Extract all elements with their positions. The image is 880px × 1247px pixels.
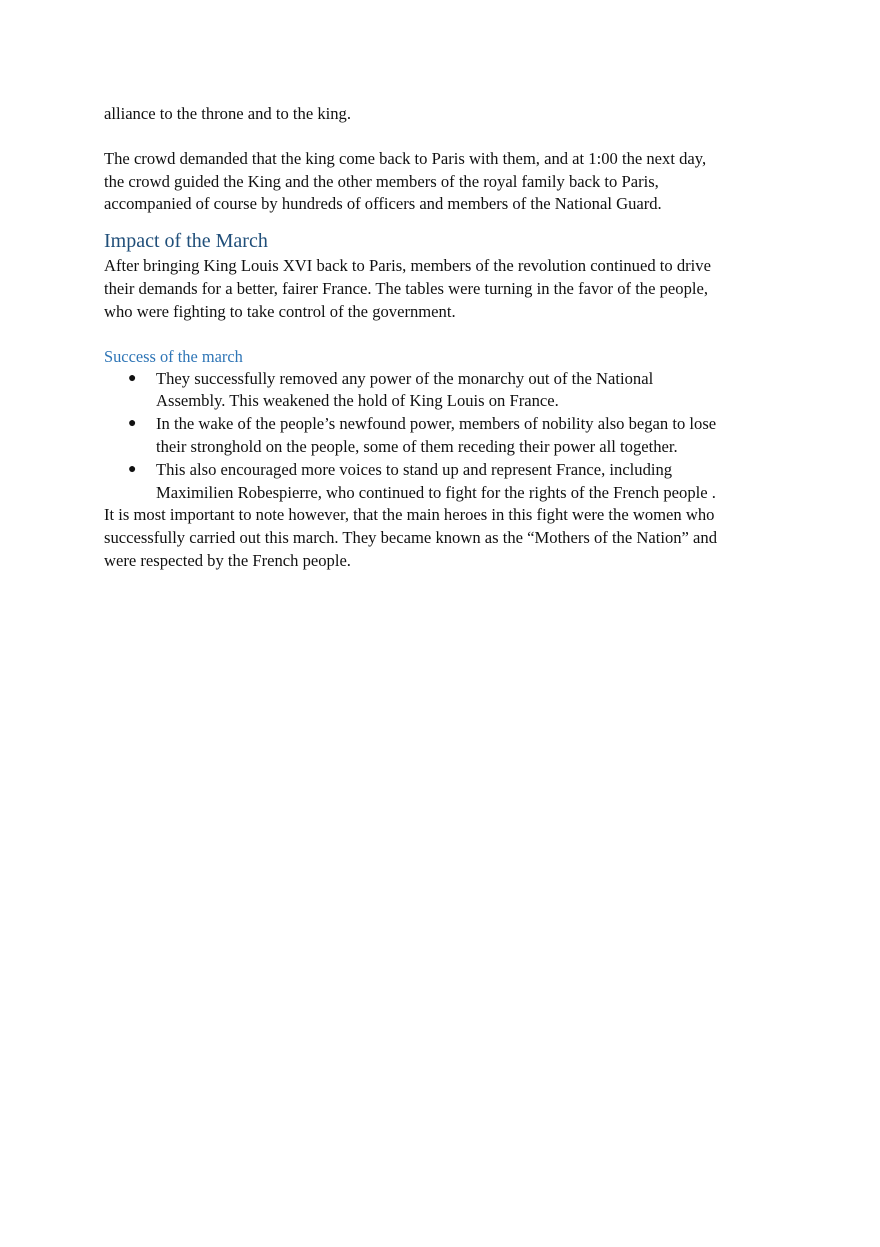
impact-paragraph: After bringing King Louis XVI back to Paris, members of the revolution continued to drive their demands for a better, fairer France. The tables were turning in the favor of the people, who were fighting to take control of the government. (104, 256, 711, 321)
list-item-text: They successfully removed any power of the monarchy out of the National Assembly. This weakened the hold of King Louis on France. (156, 368, 654, 411)
section-spacer (104, 324, 724, 346)
list-item-text: This also encouraged more voices to stand up and represent France, including Maximilien Robespierre, who continued to fight for the rights of the French people . (156, 459, 716, 502)
paragraph-spacer (104, 126, 724, 148)
list-item (104, 459, 724, 505)
list-item (104, 368, 724, 414)
closing-paragraph: It is most important to note however, that the main heroes in this fight were the women who successfully carried out this march. They became known as the “Mothers of the Nation” and were respected by the French people. (104, 505, 718, 570)
bullet-icon: ● (128, 370, 137, 386)
document-page (104, 103, 724, 573)
bullet-icon: ● (128, 416, 137, 432)
success-bullet-list (104, 368, 724, 505)
paragraph-alliance: alliance to the throne and to the king. (104, 104, 351, 123)
bullet-icon: ● (128, 461, 137, 477)
success-heading: Success of the march (104, 346, 243, 366)
list-item (104, 413, 724, 459)
impact-heading: Impact of the March (104, 230, 268, 253)
paragraph-crowd-demand: The crowd demanded that the king come back to Paris with them, and at 1:00 the next day, the crowd guided the King and the other members of the royal family back to Paris, accompanied of course by hundreds of officers and members of the National Guard. (104, 148, 707, 214)
list-item-text: In the wake of the people’s newfound power, members of nobility also began to lose their stronghold on the people, some of them receding their power all together. (156, 414, 717, 456)
